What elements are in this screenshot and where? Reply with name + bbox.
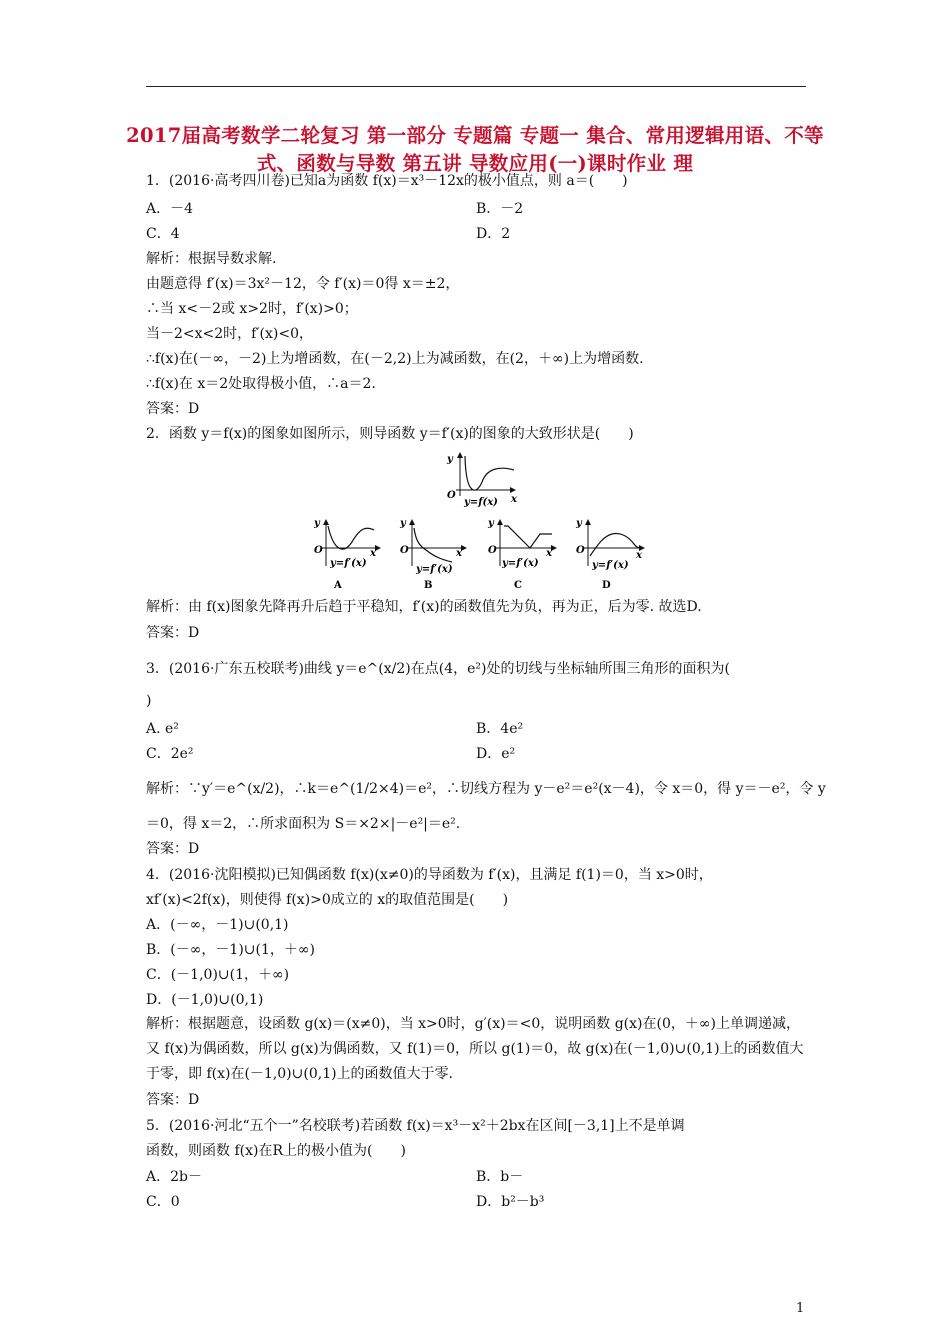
q1-option-d: D．2 [476, 226, 511, 242]
q2-solution: 解析：由 f(x)图象先降再升后趋于平稳知，f′(x)的函数值先为负，再为正，后为零. 故选D. [146, 599, 702, 615]
q5-option-c: C．0 [146, 1194, 180, 1210]
q3-option-b: B．4e² [476, 721, 524, 737]
q3-answer: 答案：D [146, 841, 200, 857]
y-axis-label: y [447, 454, 453, 465]
q3-stem-cont: ) [146, 693, 152, 709]
origin-label: O [488, 545, 497, 556]
x-axis-label: x [511, 494, 517, 505]
q5-stem-cont: 函数，则函数 f(x)在R上的极小值为( ) [146, 1143, 406, 1159]
q1-solution-line: 解析：根据导数求解. [146, 251, 277, 267]
derivative-label: y=f′(x) [330, 558, 367, 569]
main-graph-label: y=f(x) [464, 497, 498, 508]
q1-option-c: C．4 [146, 226, 180, 242]
option-a-graph [313, 518, 380, 591]
derivative-label: y=f′(x) [592, 560, 629, 571]
origin-label: O [576, 545, 585, 556]
q5-stem: 5．(2016·河北“五个一”名校联考)若函数 f(x)＝x³－x²＋2bx在区间[－3,1]上不是单调 [146, 1118, 685, 1134]
q4-option-c: C．(－1,0)∪(1，＋∞) [146, 967, 290, 983]
q5-option-a: A．2b－ [146, 1169, 202, 1185]
q5-option-b: B．b－ [476, 1169, 524, 1185]
y-axis-label: y [314, 518, 320, 529]
q3-option-d: D．e² [476, 746, 516, 762]
y-axis-label: y [400, 518, 406, 529]
q2-stem: 2．函数 y＝f(x)的图象如图所示，则导函数 y＝f′(x)的图象的大致形状是( ) [146, 426, 634, 442]
q4-option-d: D．(－1,0)∪(0,1) [146, 992, 264, 1008]
q5-option-d: D．b²－b³ [476, 1194, 545, 1210]
q3-solution-line: 解析：∵y′＝e^(x/2)，∴k＝e^(1/2×4)＝e²，∴切线方程为 y－e²＝e²(x－4)，令 x＝0，得 y＝－e²，令 y [146, 781, 826, 797]
option-c-label: C [514, 580, 522, 591]
q3-solution-line: ＝0，得 x＝2，∴所求面积为 S＝×2×|－e²|＝e². [146, 816, 461, 832]
q1-stem: 1．(2016·高考四川卷)已知a为函数 f(x)＝x³－12x的极小值点，则 a＝( ) [146, 173, 628, 189]
q4-solution: 解析：根据题意，设函数 g(x)＝(x≠0)，当 x>0时，g′(x)＝<0，说明函数 g(x)在(0，＋∞)上单调递减，又 f(x)为偶函数，所以 g(x)为偶函数，又 f(1)＝0，所以 g(1)＝0，故 g(x)在(－1,0)∪(0,1)上的函数值大于零，即 f(x)在(－1,0)∪(0,1)上的函数值大于零. [146, 1016, 804, 1082]
header-rule [146, 86, 806, 87]
q4-stem-cont: xf′(x)<2f(x)，则使得 f(x)>0成立的 x的取值范围是( ) [146, 892, 509, 908]
q1-solution-line: ∴当 x<－2或 x>2时，f′(x)>0； [146, 301, 358, 317]
origin-label: O [400, 545, 409, 556]
y-axis-label: y [488, 518, 494, 529]
q1-solution-line: ∴f(x)在(－∞，－2)上为增函数，在(－2,2)上为减函数，在(2，＋∞)上为增函数. [146, 351, 644, 367]
q2-answer: 答案：D [146, 625, 200, 641]
derivative-label: y=f′(x) [416, 564, 453, 575]
q4-option-a: A．(－∞，－1)∪(0,1) [146, 917, 289, 933]
q4-answer: 答案：D [146, 1092, 200, 1108]
q3-option-c: C．2e² [146, 746, 194, 762]
q1-answer: 答案：D [146, 401, 200, 417]
x-axis-label: x [456, 548, 462, 559]
main-graph [446, 453, 518, 508]
x-axis-label: x [636, 550, 642, 561]
origin-label: O [447, 490, 456, 501]
option-b-graph [399, 518, 466, 591]
y-axis-label: y [576, 518, 582, 529]
q1-solution-line: 当－2<x<2时，f′(x)<0， [146, 326, 313, 342]
option-d-label: D [602, 580, 611, 591]
q3-option-a: A. e² [146, 721, 179, 737]
q4-option-b: B．(－∞，－1)∪(1，＋∞) [146, 942, 316, 958]
x-axis-label: x [546, 548, 552, 559]
q1-option-a: A．－4 [146, 201, 194, 217]
q1-solution-line: ∴f(x)在 x＝2处取得极小值，∴a＝2. [146, 376, 376, 392]
x-axis-label: x [370, 548, 376, 559]
option-a-label: A [334, 580, 342, 591]
page-number: 1 [796, 1301, 805, 1316]
derivative-label: y=f′(x) [502, 558, 539, 569]
origin-label: O [314, 545, 323, 556]
q1-solution-line: 由题意得 f′(x)＝3x²－12，令 f′(x)＝0得 x＝±2， [146, 276, 460, 292]
option-d-graph [575, 518, 644, 591]
q3-stem: 3．(2016·广东五校联考)曲线 y＝e^(x/2)在点(4，e²)处的切线与坐标轴所围三角形的面积为( [146, 661, 730, 677]
document-title: 2017届高考数学二轮复习 第一部分 专题篇 专题一 集合、常用逻辑用语、不等式、函数与导数 第五讲 导数应用(一)课时作业 理 [126, 124, 824, 175]
q2-figure [300, 448, 660, 596]
q1-option-b: B．－2 [476, 201, 524, 217]
q4-stem: 4．(2016·沈阳模拟)已知偶函数 f(x)(x≠0)的导函数为 f′(x)，且满足 f(1)＝0，当 x>0时， [146, 867, 713, 883]
option-b-label: B [424, 580, 433, 591]
option-c-graph [487, 518, 556, 591]
